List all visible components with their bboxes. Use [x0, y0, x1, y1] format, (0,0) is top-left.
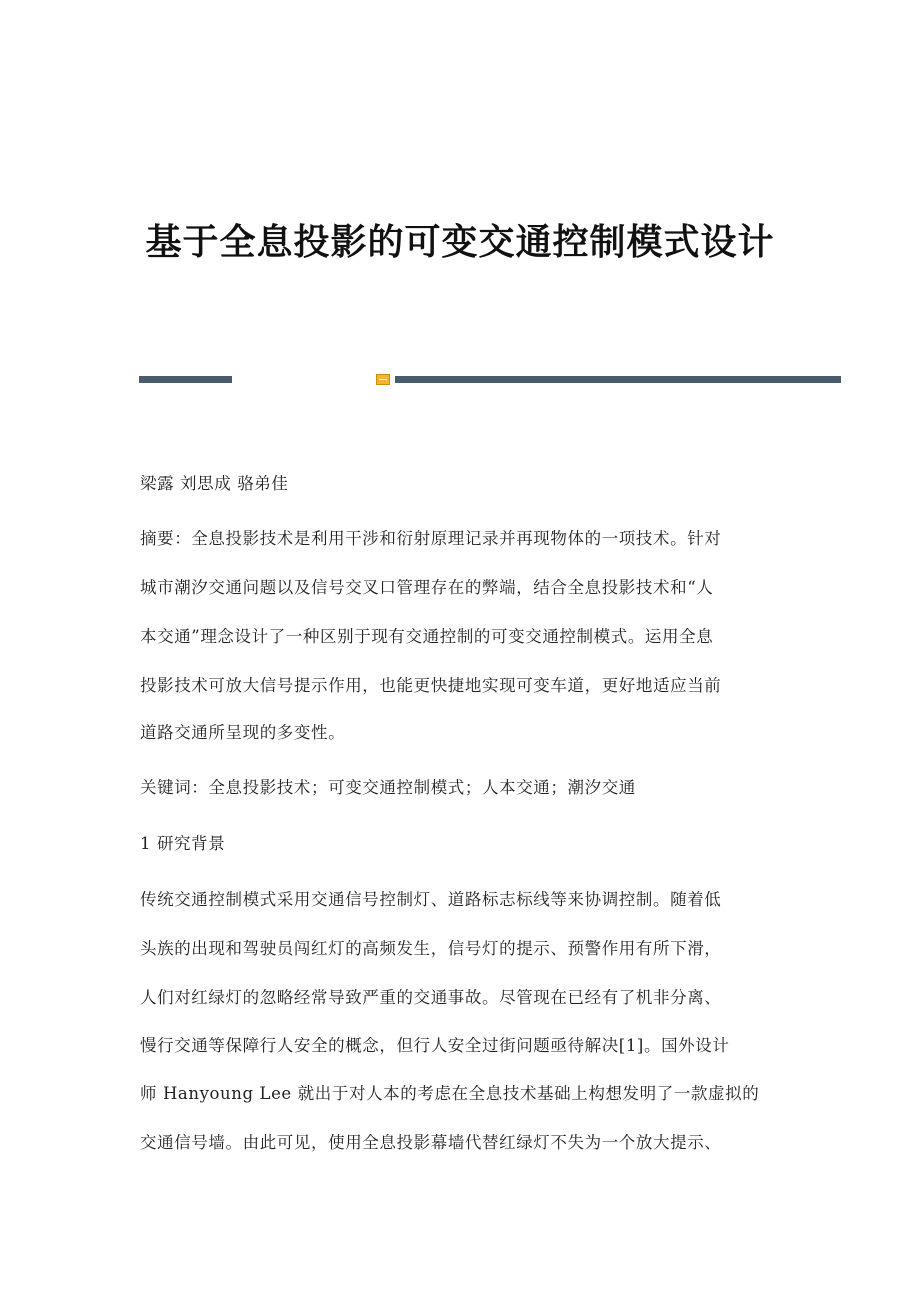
abstract-line: 城市潮汐交通问题以及信号交叉口管理存在的弊端，结合全息投影技术和“人 [140, 578, 714, 597]
divider-ornament-icon [376, 374, 390, 385]
divider-bar-left [139, 376, 232, 383]
body-line: 传统交通控制模式采用交通信号控制灯、道路标志标线等来协调控制。随着低 [140, 890, 722, 909]
section-heading: 1 研究背景 [140, 834, 226, 853]
abstract-line: 摘要：全息投影技术是利用干涉和衍射原理记录并再现物体的一项技术。针对 [140, 529, 722, 548]
body-line: 交通信号墙。由此可见，使用全息投影幕墙代替红绿灯不失为一个放大提示、 [140, 1133, 722, 1152]
document-title: 基于全息投影的可变交通控制模式设计 [145, 221, 775, 263]
abstract-line: 投影技术可放大信号提示作用，也能更快捷地实现可变车道，更好地适应当前 [140, 676, 722, 695]
authors: 梁露 刘思成 骆弟佳 [140, 474, 289, 493]
body-line: 慢行交通等保障行人安全的概念，但行人安全过街问题亟待解决[1]。国外设计 [140, 1036, 730, 1055]
abstract-line: 本交通”理念设计了一种区别于现有交通控制的可变交通控制模式。运用全息 [140, 627, 714, 646]
abstract-line: 道路交通所呈现的多变性。 [140, 723, 346, 742]
body-line: 头族的出现和驾驶员闯红灯的高频发生，信号灯的提示、预警作用有所下滑， [140, 939, 722, 958]
keywords: 关键词：全息投影技术；可变交通控制模式；人本交通；潮汐交通 [140, 778, 636, 797]
title-divider [139, 374, 841, 386]
body-line: 师 Hanyoung Lee 就出于对人本的考虑在全息技术基础上构想发明了一款虚拟的 [140, 1084, 760, 1103]
body-line: 人们对红绿灯的忽略经常导致严重的交通事故。尽管现在已经有了机非分离、 [140, 988, 722, 1007]
divider-bar-right [395, 376, 841, 383]
